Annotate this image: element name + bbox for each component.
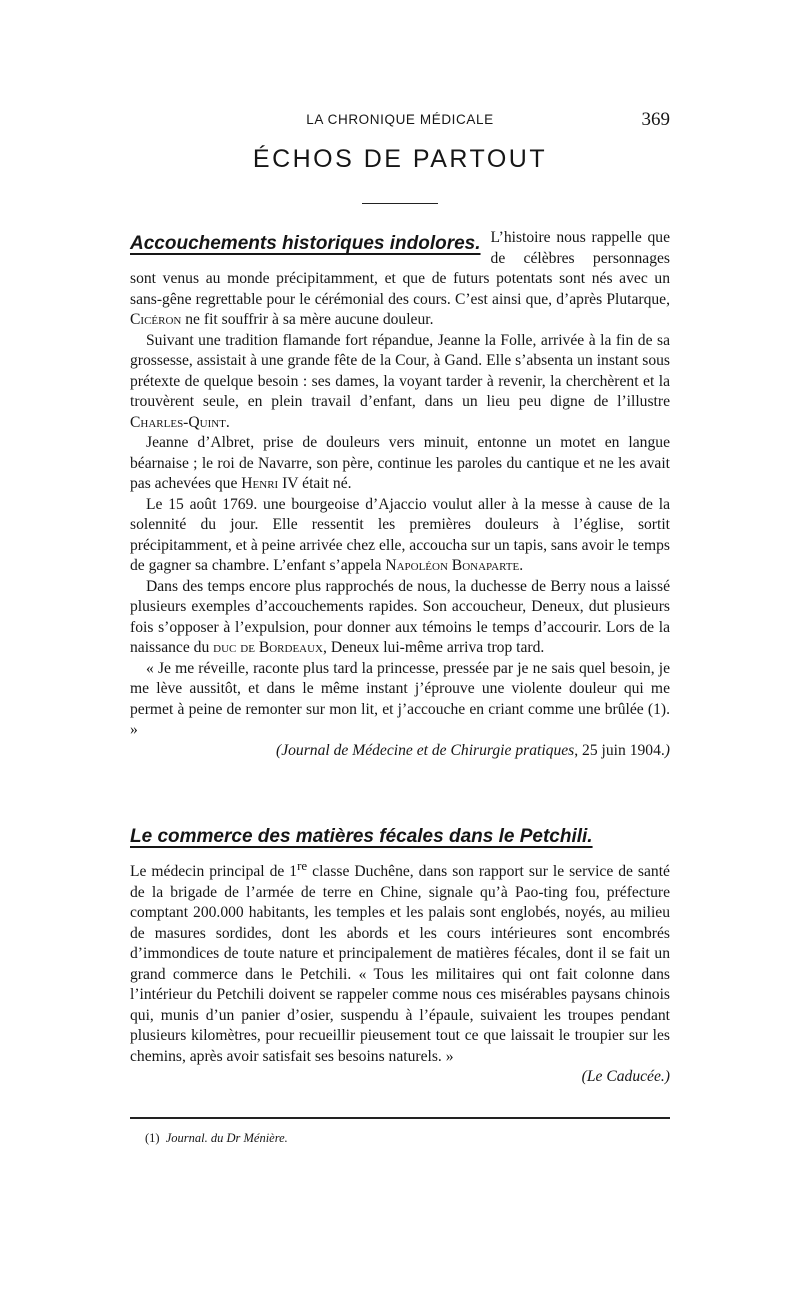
footnote-mark: (1) (145, 1131, 160, 1145)
paragraph: Le médecin principal de 1re classe Duchêne, dans son rapport sur le service de santé de la brigade de l’armée de terre en Chine, signale qu’à Pao-ting fou, préfecture comptant 200.000 habitants, les temples et les palais sont englobés, noyés, au milieu de masures sordides, dont les abords et les cours intérieures sont encombrés d’immondices de toute nature et principalement de matières fécales, dont il se fait un grand commerce dans le Petchili. « Tous les militaires qui ont fait colonne dans l’intérieur du Petchili doivent se rappeler comme nous ces misérables paysans chinois qui, munis d’un panier d’osier, suspendu à l’épaule, suivaient les troupes pendant plusieurs kilomètres, pour recueillir pieusement tout ce que laissait le troupier sur les chemins, après avoir satisfait ses besoins naturels. » (130, 858, 670, 1065)
article-source: (Journal de Médecine et de Chirurgie pratiques, 25 juin 1904.) (276, 741, 670, 759)
paragraph: Le 15 août 1769. une bourgeoise d’Ajaccio voulut aller à la messe à cause de la solennité du jour. Elle ressentit les premières douleurs à l’église, sortit précipitamment, et à peine arrivée chez elle, accoucha sur un tapis, sans avoir le temps de gagner sa chambre. L’enfant s’appela Napoléon Bonaparte. (130, 495, 670, 574)
article-heading: Accouchements historiques indolores. (130, 233, 481, 254)
running-title: LA CHRONIQUE MÉDICALE (306, 112, 494, 127)
person-name: Charles-Quint (130, 413, 226, 431)
article-source: (Le Caducée.) (581, 1068, 670, 1086)
paragraph: Jeanne d’Albret, prise de douleurs vers minuit, entonne un motet en langue béarnaise ; le roi de Navarre, son père, continue les paroles du cantique et ne les avait pas achevées que Henri IV était né. (130, 434, 670, 492)
person-name: Napoléon Bonaparte (385, 557, 520, 574)
section-title: ÉCHOS DE PARTOUT (252, 145, 548, 173)
paragraph: L’histoire nous rappelle que de célèbres personnages sont venus au monde précipitamment, et que de futurs potentats sont nés avec un sans-gêne regrettable pour le cérémonial des cours. C’est ainsi que, d’après Plutarque, Cicéron ne fit souffrir à sa mère aucune douleur. (130, 229, 670, 328)
paragraph: Dans des temps encore plus rapprochés de nous, la duchesse de Berry nous a laissé plusieurs exemples d’accouchements rapides. Son accoucheur, Deneux, dut plusieurs fois s’opposer à l’expulsion, pour donner aux témoins le temps d’accourir. Lors de la naissance du duc de Bordeaux, Deneux lui-même arriva trop tard. (130, 577, 670, 656)
footnote-text: Journal. du Dr Ménière. (165, 1131, 288, 1145)
title-rule (362, 203, 438, 204)
footnote (145, 1131, 288, 1146)
paragraph: « Je me réveille, raconte plus tard la princesse, pressée par je ne sais quel besoin, je me lève aussitôt, et dans le même instant j’éprouve une violente douleur qui me permet à peine de remonter sur mon lit, et j’accouche en criant comme une brûlée (1). » (130, 659, 670, 738)
article-heading: Le commerce des matières fécales dans le Petchili. (130, 826, 593, 847)
article-commerce (130, 856, 670, 1088)
paragraph: Suivant une tradition flamande fort répandue, Jeanne la Folle, arrivée à la fin de sa grossesse, assistait à une grande fête de la Cour, à Gand. Elle s’absenta un instant sous prétexte de quelque besoin : ses dames, la voyant tarder à revenir, la cherchèrent et la trouvèrent seule, en plein travail d’enfant, dans un lieu peu digne de l’illustre Charles-Quint. (130, 331, 670, 431)
person-name: Cicéron (130, 311, 182, 328)
running-head (130, 110, 670, 132)
article-heading-wrap (130, 826, 670, 850)
article-accouchements (130, 228, 670, 761)
person-name: Henri (241, 475, 279, 492)
page-number: 369 (641, 109, 670, 130)
footnote-rule (130, 1117, 670, 1119)
person-name: duc de Bordeaux (213, 639, 324, 656)
